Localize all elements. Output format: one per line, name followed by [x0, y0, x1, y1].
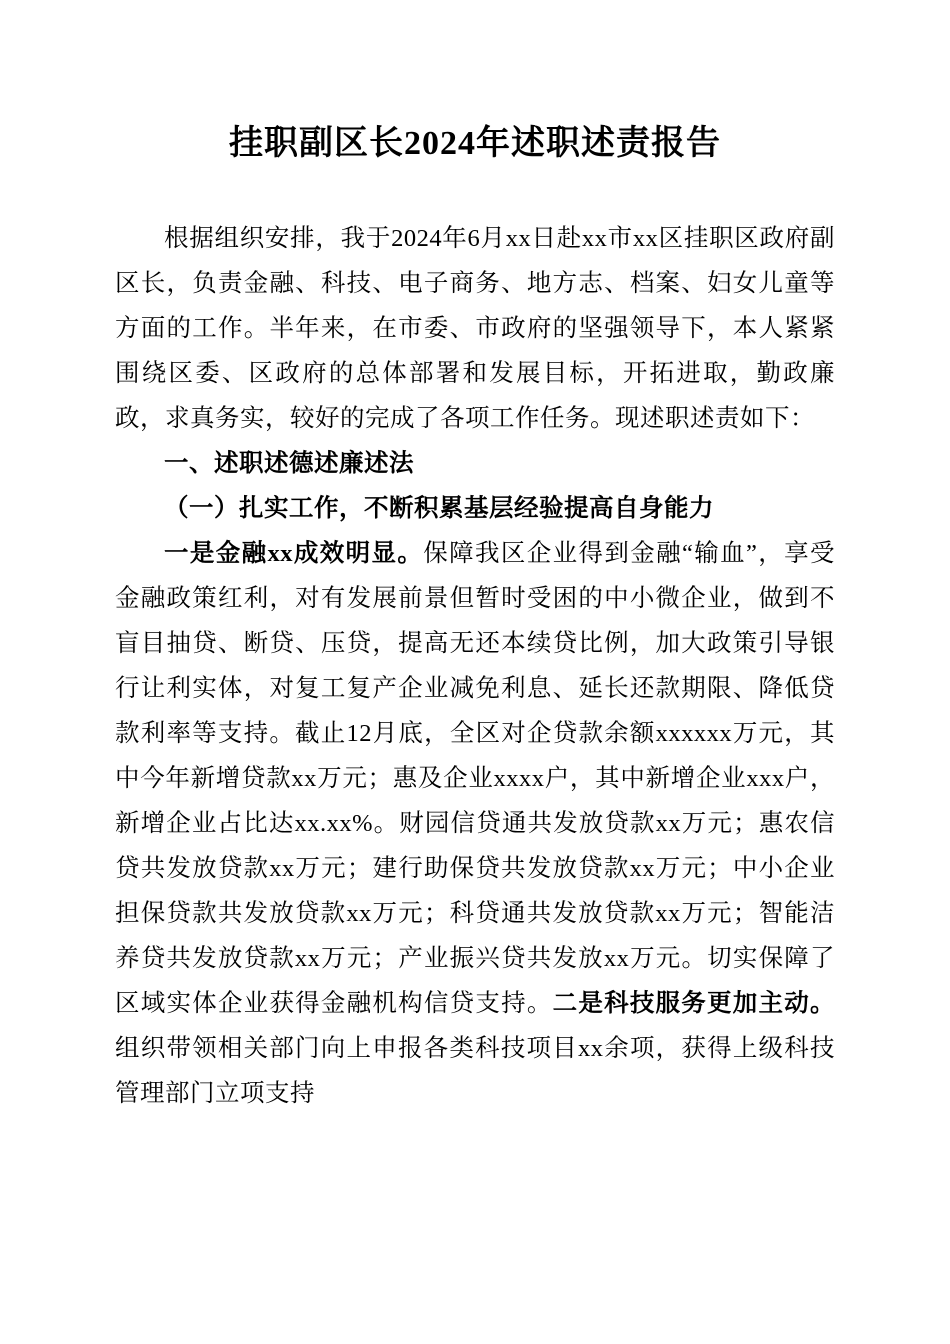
document-body	[115, 216, 835, 1116]
paragraph-heading2	[115, 486, 835, 531]
document-title: 挂职副区长2024年述职述责报告	[229, 125, 721, 162]
text-segment: 组织带领相关部门向上申报各类科技项目xx余项，获得上级科技管理部门立项支持	[115, 1035, 835, 1108]
text-segment-bold: 一、述职述德述廉述法	[164, 450, 414, 478]
text-segment-bold: 二是科技服务更加主动。	[552, 990, 836, 1018]
text-segment: 保障我区企业得到金融“输血”，享受金融政策红利，对有发展前景但暂时受困的中小微企业，做到不盲目抽贷、断贷、压贷，提高无还本续贷比例，加大政策引导银行让利实体，对复工复产企业减免利息、延长还款期限、降低贷款利率等支持。截止12月底，全区对企贷款余额xxxxxx万元，其中今年新增贷款xx万元；惠及企业xxxx户，其中新增企业xxx户，新增企业占比达xx.xx%。财园信贷通共发放贷款xx万元；惠农信贷共发放贷款xx万元；建行助保贷共发放贷款xx万元；中小企业担保贷款共发放贷款xx万元；科贷通共发放贷款xx万元；智能洁养贷共发放贷款xx万元；产业振兴贷共发放xx万元。切实保障了区域实体企业获得金融机构信贷支持。	[115, 540, 835, 1018]
paragraph-body	[115, 531, 835, 1116]
text-segment-bold: （一）扎实工作，不断积累基层经验提高自身能力	[164, 495, 714, 523]
paragraph-heading1	[115, 441, 835, 486]
paragraph-body	[115, 216, 835, 441]
text-segment: 根据组织安排，我于2024年6月xx日赴xx市xx区挂职区政府副区长，负责金融、科技、电子商务、地方志、档案、妇女儿童等方面的工作。半年来，在市委、市政府的坚强领导下，本人紧紧围绕区委、区政府的总体部署和发展目标，开拓进取，勤政廉政，求真务实，较好的完成了各项工作任务。现述职述责如下：	[115, 225, 835, 433]
text-segment-bold: 一是金融xx成效明显。	[164, 540, 424, 568]
